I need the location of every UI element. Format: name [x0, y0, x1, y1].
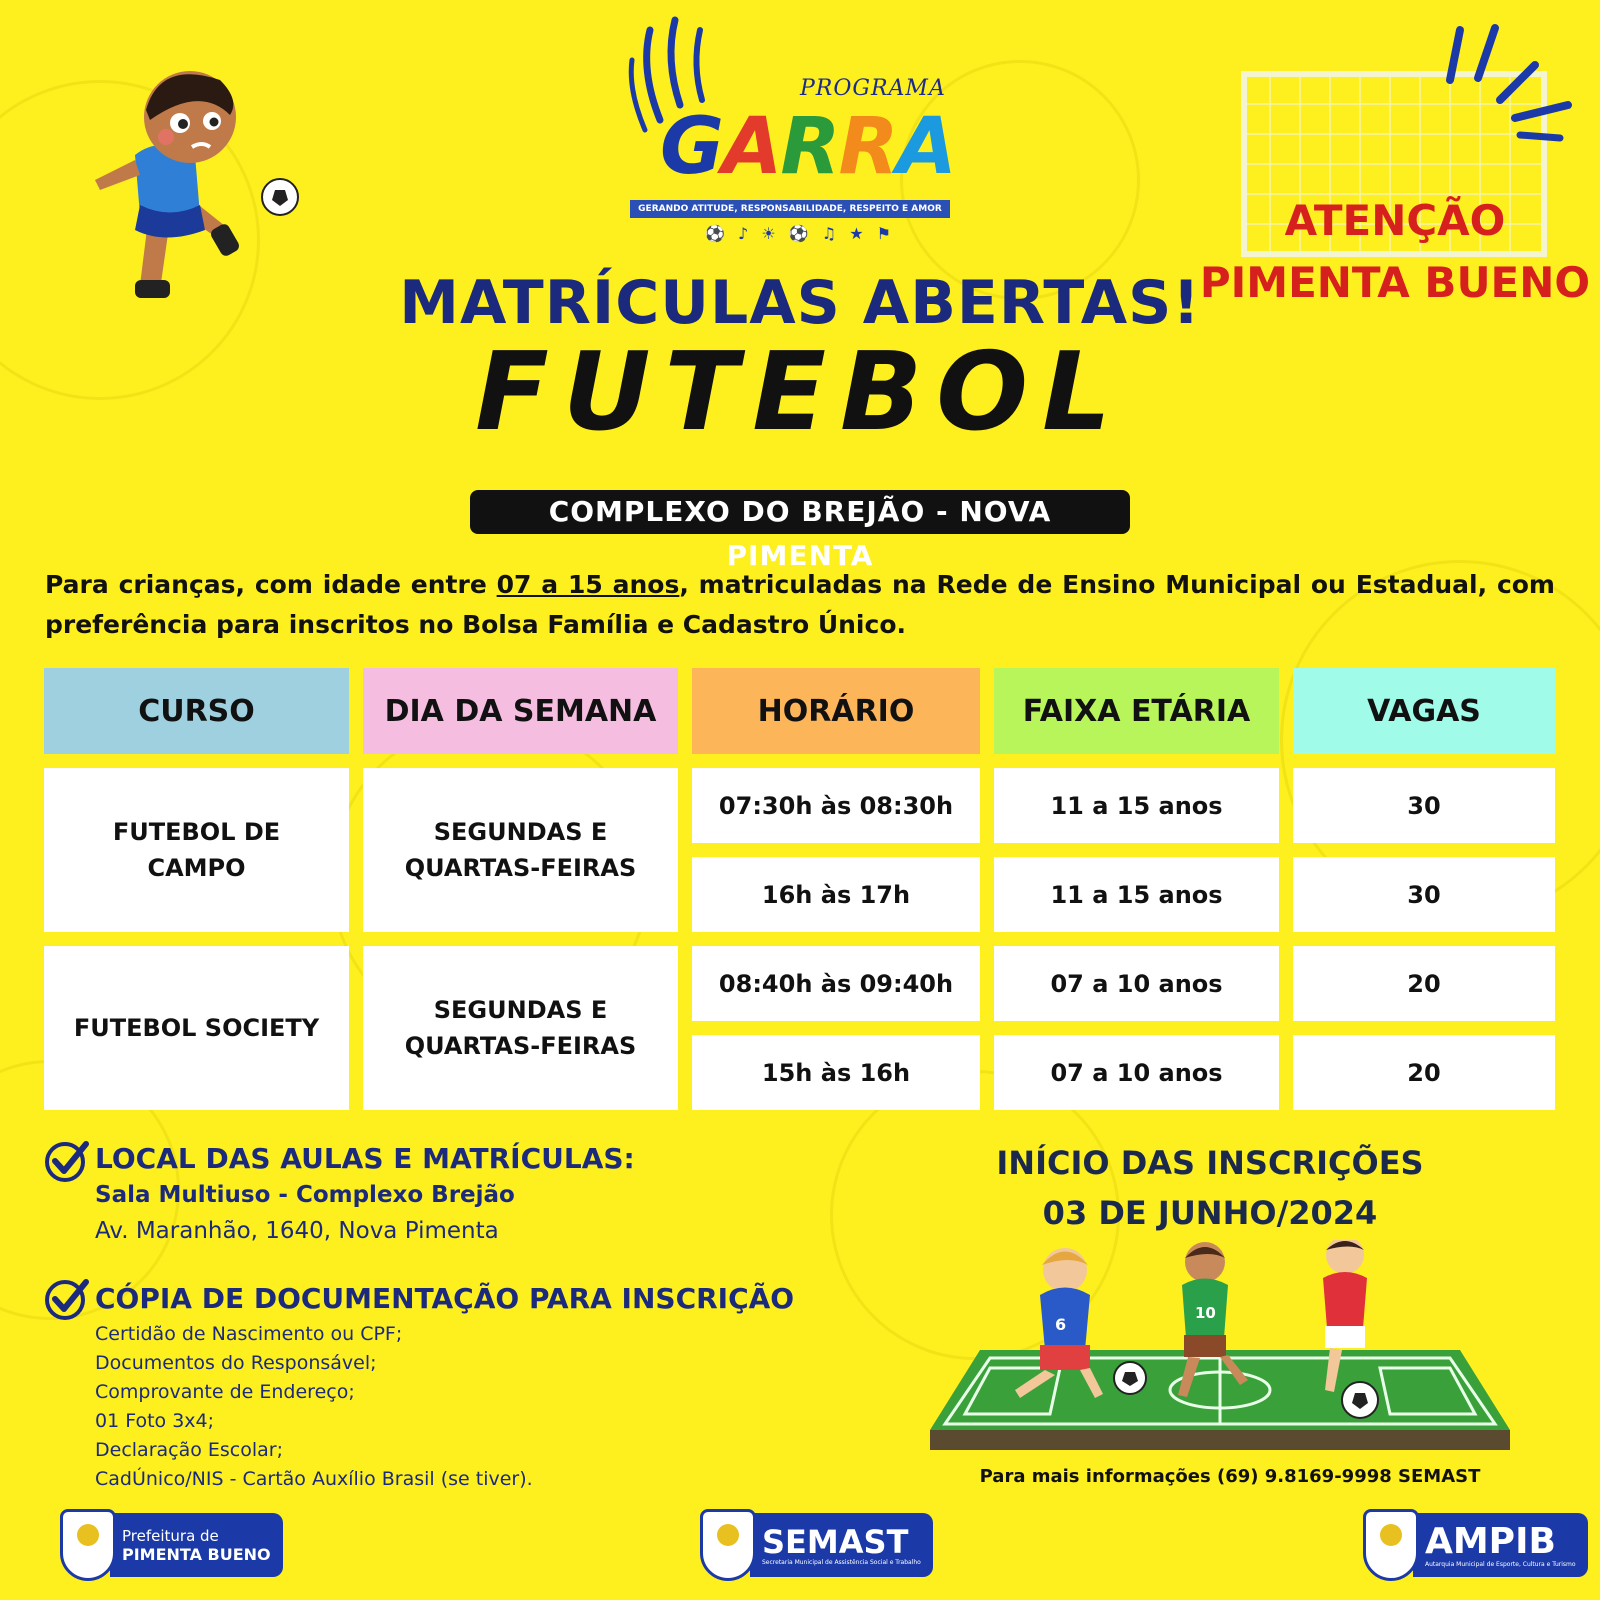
course-days: SEGUNDAS E QUARTAS-FEIRAS	[363, 768, 678, 932]
slot-spots: 30	[1293, 857, 1555, 932]
slot-age: 07 a 10 anos	[994, 946, 1279, 1021]
prefeitura-line2: PIMENTA BUENO	[122, 1544, 271, 1564]
semast-subtitle: Secretaria Municipal de Assistência Social e Trabalho	[762, 1558, 921, 1566]
sport-icons-row: ⚽ ♪ ☀ ⚽ ♫ ★ ⚑	[705, 224, 895, 243]
local-line1: Sala Multiuso - Complexo Brejão	[95, 1182, 515, 1208]
doc-item: CadÚnico/NIS - Cartão Auxílio Brasil (se tiver).	[95, 1468, 533, 1490]
registration-start	[930, 1138, 1490, 1238]
slot-time: 16h às 17h	[692, 857, 980, 932]
doc-item: Documentos do Responsável;	[95, 1352, 377, 1374]
slot-age: 11 a 15 anos	[994, 768, 1279, 843]
age-range: 07 a 15 anos	[496, 570, 680, 599]
semast-title: SEMAST	[762, 1522, 909, 1561]
emphasis-lines-icon	[1440, 20, 1580, 150]
slot-age: 07 a 10 anos	[994, 1035, 1279, 1110]
jersey-number: 6	[1055, 1315, 1067, 1334]
venue-banner: COMPLEXO DO BREJÃO - NOVA PIMENTA	[470, 490, 1130, 534]
slot-time: 08:40h às 09:40h	[692, 946, 980, 1021]
logo-tagline: GERANDO ATITUDE, RESPONSABILIDADE, RESPEITO E AMOR	[630, 200, 950, 218]
header-curso: CURSO	[44, 668, 349, 754]
header-horario: HORÁRIO	[692, 668, 980, 754]
programa-garra-logo	[620, 10, 960, 250]
slot-time: 07:30h às 08:30h	[692, 768, 980, 843]
logo-programa-text: PROGRAMA	[800, 76, 946, 101]
course-name: FUTEBOL SOCIETY	[44, 946, 349, 1110]
logo-garra-wordmark: GARRA	[660, 102, 955, 192]
prefeitura-line1: Prefeitura de	[122, 1526, 219, 1545]
slot-spots: 20	[1293, 1035, 1555, 1110]
attention-line2: PIMENTA BUENO	[1199, 258, 1591, 307]
doc-item: Certidão de Nascimento ou CPF;	[95, 1323, 403, 1345]
slot-time: 15h às 16h	[692, 1035, 980, 1110]
local-address: Av. Maranhão, 1640, Nova Pimenta	[95, 1218, 499, 1244]
doc-item: Comprovante de Endereço;	[95, 1381, 355, 1403]
semast-logo	[700, 1505, 933, 1585]
ampib-logo	[1363, 1505, 1588, 1585]
slot-spots: 30	[1293, 768, 1555, 843]
kids-playing-field-illustration	[920, 1240, 1520, 1460]
sport-title: FUTEBOL	[475, 330, 1125, 455]
course-days: SEGUNDAS E QUARTAS-FEIRAS	[363, 946, 678, 1110]
course-name: FUTEBOL DE CAMPO	[44, 768, 349, 932]
doc-item: 01 Foto 3x4;	[95, 1410, 215, 1432]
attention-line1: ATENÇÃO	[1284, 196, 1506, 245]
headline: MATRÍCULAS ABERTAS!	[399, 268, 1201, 338]
doc-item: Declaração Escolar;	[95, 1439, 284, 1461]
check-icon	[44, 1276, 90, 1322]
check-icon	[44, 1138, 90, 1184]
ampib-subtitle: Autarquia Municipal de Esporte, Cultura e Turismo	[1425, 1560, 1576, 1568]
coat-of-arms-icon	[700, 1509, 756, 1581]
header-faixa-etaria: FAIXA ETÁRIA	[994, 668, 1279, 754]
local-title: LOCAL DAS AULAS E MATRÍCULAS:	[95, 1142, 635, 1175]
start-line1: INÍCIO DAS INSCRIÇÕES	[996, 1144, 1424, 1182]
header-vagas: VAGAS	[1293, 668, 1555, 754]
intro-paragraph: Para crianças, com idade entre 07 a 15 anos, matriculadas na Rede de Ensino Municipal ou Estadual, com preferência para inscritos no Bolsa Família e Cadastro Único.	[45, 570, 1555, 639]
slot-spots: 20	[1293, 946, 1555, 1021]
slot-age: 11 a 15 anos	[994, 857, 1279, 932]
ampib-title: AMPIB	[1425, 1520, 1556, 1562]
prefeitura-logo	[60, 1505, 283, 1585]
coat-of-arms-icon	[60, 1509, 116, 1581]
jersey-number: 10	[1195, 1304, 1216, 1322]
docs-title: CÓPIA DE DOCUMENTAÇÃO PARA INSCRIÇÃO	[95, 1282, 795, 1315]
header-dia-semana: DIA DA SEMANA	[363, 668, 678, 754]
coat-of-arms-icon	[1363, 1509, 1419, 1581]
start-date: 03 DE JUNHO/2024	[1042, 1194, 1378, 1232]
contact-info: Para mais informações (69) 9.8169-9998 SEMAST	[979, 1466, 1481, 1487]
